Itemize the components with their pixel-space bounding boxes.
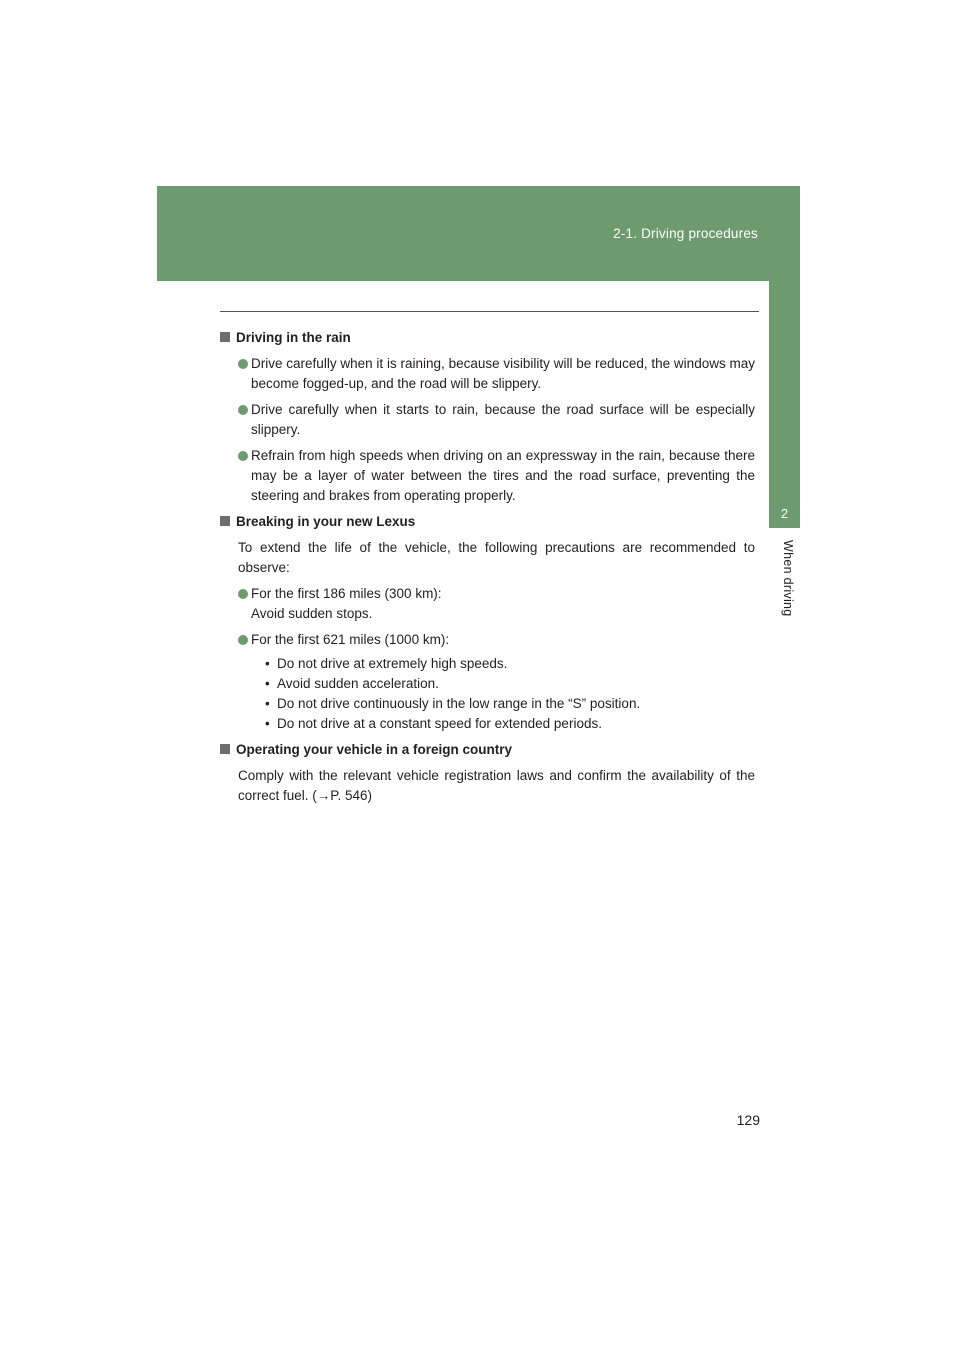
sub-list-item: • Do not drive at a constant speed for extended periods. xyxy=(265,714,755,734)
circle-bullet-icon xyxy=(238,405,248,415)
chapter-number: 2 xyxy=(780,506,789,521)
square-bullet-icon xyxy=(220,744,230,754)
chapter-label: When driving xyxy=(781,540,795,617)
section-breaking-in xyxy=(220,512,755,734)
list-item: Drive carefully when it is raining, because visibility will be reduced, the windows may become fogged-up, and the road will be slippery. xyxy=(220,354,755,394)
page-content xyxy=(220,328,755,812)
square-bullet-icon xyxy=(220,332,230,342)
chapter-tab xyxy=(769,281,800,528)
section-title: 2-1. Driving procedures xyxy=(613,226,758,241)
page-number: 129 xyxy=(736,1112,760,1128)
small-dot-icon: • xyxy=(265,716,270,731)
chapter-header xyxy=(157,186,800,281)
list-item: For the first 186 miles (300 km): Avoid sudden stops. xyxy=(220,584,755,624)
section-heading: Driving in the rain xyxy=(220,328,755,348)
small-dot-icon: • xyxy=(265,656,270,671)
list-item: Refrain from high speeds when driving on an expressway in the rain, because there may be a layer of water between the tires and the road surface, preventing the steering and brakes from operating properly. xyxy=(220,446,755,506)
circle-bullet-icon xyxy=(238,451,248,461)
sub-list-item: • Do not drive continuously in the low range in the “S” position. xyxy=(265,694,755,714)
list-item: Drive carefully when it starts to rain, because the road surface will be especially slippery. xyxy=(220,400,755,440)
sub-list-item: • Do not drive at extremely high speeds. xyxy=(265,654,755,674)
section-driving-in-rain xyxy=(220,328,755,506)
sub-list-item: • Avoid sudden acceleration. xyxy=(265,674,755,694)
paragraph: To extend the life of the vehicle, the following precautions are recommended to observe: xyxy=(238,540,755,575)
small-dot-icon: • xyxy=(265,676,270,691)
square-bullet-icon xyxy=(220,516,230,526)
circle-bullet-icon xyxy=(238,589,248,599)
paragraph: Comply with the relevant vehicle registration laws and confirm the availability of the correct fuel. (→P. 546) xyxy=(238,768,755,803)
section-heading: Operating your vehicle in a foreign country xyxy=(220,740,755,760)
list-item: For the first 621 miles (1000 km): xyxy=(220,630,755,650)
small-dot-icon: • xyxy=(265,696,270,711)
circle-bullet-icon xyxy=(238,635,248,645)
sub-list xyxy=(220,654,755,734)
circle-bullet-icon xyxy=(238,359,248,369)
divider xyxy=(220,311,759,312)
section-foreign-country xyxy=(220,740,755,806)
section-heading: Breaking in your new Lexus xyxy=(220,512,755,532)
